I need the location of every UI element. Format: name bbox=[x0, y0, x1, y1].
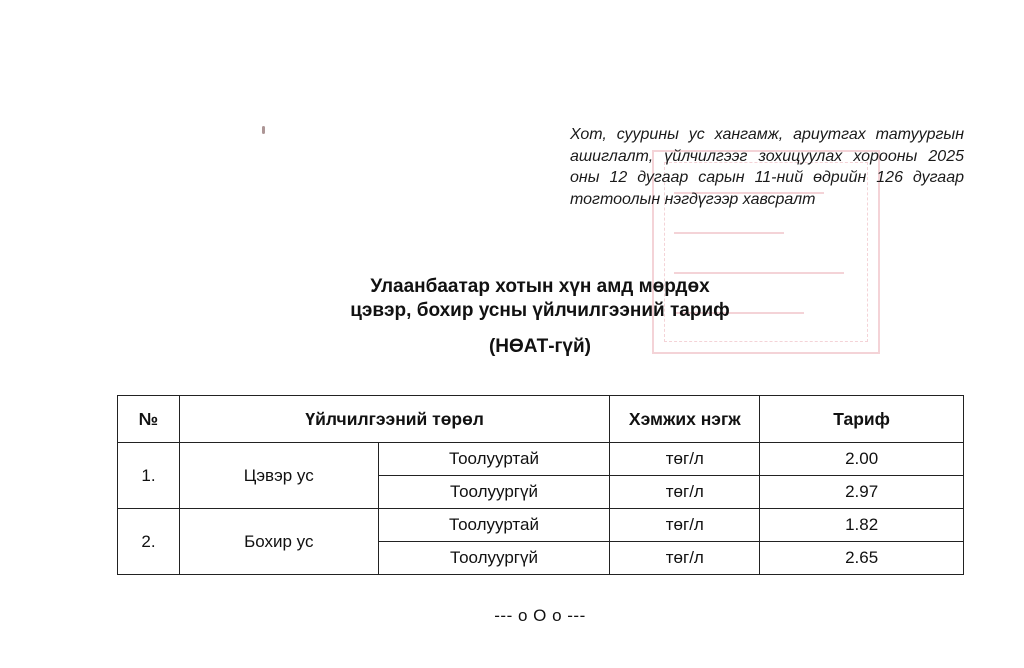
tariff-value: 2.65 bbox=[760, 542, 964, 575]
service-name: Бохир ус bbox=[179, 509, 378, 575]
unit-cell: төг/л bbox=[610, 542, 760, 575]
header-no: № bbox=[118, 396, 180, 443]
unit-cell: төг/л bbox=[610, 509, 760, 542]
tariff-value: 1.82 bbox=[760, 509, 964, 542]
header-unit: Хэмжих нэгж bbox=[610, 396, 760, 443]
service-subtype: Тоолууртай bbox=[378, 443, 610, 476]
tariff-table bbox=[117, 395, 964, 575]
header-tariff: Тариф bbox=[760, 396, 964, 443]
service-subtype: Тоолууртай bbox=[378, 509, 610, 542]
annex-note: Хот, суурины ус хангамж, ариутгах татуургын ашиглалт, үйлчилгээг зохицуулах хорооны 2025 оны 12 дугаар сарын 11-ний өдрийн 126 дугаар тогтоолын нэгдүгээр хавсралт bbox=[570, 126, 964, 208]
closing-mark: --- o O o --- bbox=[494, 606, 586, 625]
title-line-1: Улаанбаатар хотын хүн амд мөрдөх bbox=[370, 276, 710, 297]
scan-speck bbox=[262, 126, 265, 134]
tariff-value: 2.00 bbox=[760, 443, 964, 476]
table-row bbox=[118, 443, 964, 476]
table-row bbox=[118, 509, 964, 542]
row-number: 2. bbox=[118, 509, 180, 575]
table-header-row bbox=[118, 396, 964, 443]
service-name: Цэвэр ус bbox=[179, 443, 378, 509]
header-service-type: Үйлчилгээний төрөл bbox=[179, 396, 609, 443]
stamp-mark bbox=[674, 272, 844, 274]
row-number: 1. bbox=[118, 443, 180, 509]
service-subtype: Тоолуургүй bbox=[378, 542, 610, 575]
vat-note: (НӨАТ-гүй) bbox=[488, 336, 592, 357]
unit-cell: төг/л bbox=[610, 476, 760, 509]
title-line-2: цэвэр, бохир усны үйлчилгээний тариф bbox=[350, 300, 730, 321]
stamp-mark bbox=[674, 232, 784, 234]
unit-cell: төг/л bbox=[610, 443, 760, 476]
document-title bbox=[300, 275, 780, 359]
tariff-value: 2.97 bbox=[760, 476, 964, 509]
service-subtype: Тоолуургүй bbox=[378, 476, 610, 509]
